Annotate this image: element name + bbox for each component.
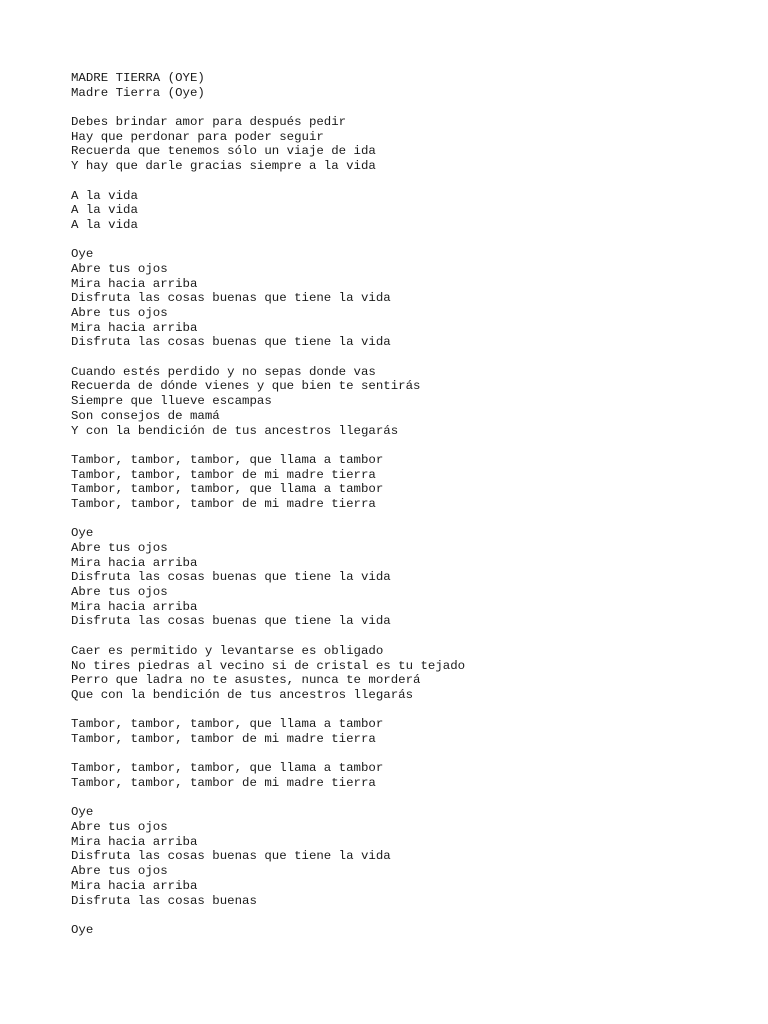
lyric-line: Tambor, tambor, tambor de mi madre tierra xyxy=(71,496,376,511)
stanza-gap xyxy=(71,350,751,365)
stanza xyxy=(71,644,751,703)
lyric-line: Disfruta las cosas buenas que tiene la vida xyxy=(71,849,391,864)
stanza xyxy=(71,115,751,174)
lyric-line: Y con la bendición de tus ancestros llegarás xyxy=(71,423,399,438)
lyric-line: A la vida xyxy=(71,188,138,203)
lyric-line: Son consejos de mamá xyxy=(71,408,220,423)
lyric-line: Tambor, tambor, tambor de mi madre tierra xyxy=(71,467,376,482)
lyric-line: Abre tus ojos xyxy=(71,306,168,320)
lyric-line: Disfruta las cosas buenas que tiene la vida xyxy=(71,335,391,350)
stanza-gap xyxy=(71,512,751,527)
lyric-line: No tires piedras al vecino si de cristal es tu tejado xyxy=(71,658,466,673)
lyric-line: Disfruta las cosas buenas que tiene la vida xyxy=(71,291,391,306)
lyric-line: Mira hacia arriba xyxy=(71,555,198,570)
lyric-line: Oye xyxy=(71,247,94,262)
stanza-gap xyxy=(71,438,751,453)
stanza-gap xyxy=(71,908,751,923)
lyrics-document xyxy=(71,71,751,938)
lyric-line: Disfruta las cosas buenas que tiene la vida xyxy=(71,614,391,629)
lyric-line: Tambor, tambor, tambor, que llama a tambor xyxy=(71,717,384,732)
lyric-line: Recuerda que tenemos sólo un viaje de ida xyxy=(71,144,376,159)
lyric-line: Mira hacia arriba xyxy=(71,320,198,335)
stanza xyxy=(71,365,751,438)
lyric-line: Mira hacia arriba xyxy=(71,599,198,614)
lyric-line: Hay que perdonar para poder seguir xyxy=(71,129,324,144)
lyric-line: Tambor, tambor, tambor, que llama a tambor xyxy=(71,452,384,467)
lyric-line: Tambor, tambor, tambor de mi madre tierra xyxy=(71,776,376,790)
lyric-line: Mira hacia arriba xyxy=(71,878,198,893)
lyric-line: Perro que ladra no te asustes, nunca te morderá xyxy=(71,673,421,688)
song-title-block xyxy=(71,71,751,100)
stanza-gap xyxy=(71,233,751,248)
lyric-line: Abre tus ojos xyxy=(71,820,168,835)
stanza xyxy=(71,526,751,629)
lyric-line: Oye xyxy=(71,922,94,937)
stanza xyxy=(71,189,751,233)
lyric-line: A la vida xyxy=(71,217,138,232)
lyric-line: Caer es permitido y levantarse es obligado xyxy=(71,643,384,658)
lyric-line: Disfruta las cosas buenas que tiene la vida xyxy=(71,570,391,585)
lyric-line: A la vida xyxy=(71,203,138,218)
lyric-line: Mira hacia arriba xyxy=(71,276,198,291)
stanza-gap xyxy=(71,703,751,718)
lyric-line: Tambor, tambor, tambor, que llama a tambor xyxy=(71,761,384,776)
stanza xyxy=(71,761,751,790)
lyric-line: Y hay que darle gracias siempre a la vida xyxy=(71,159,376,174)
lyric-line: Que con la bendición de tus ancestros llegarás xyxy=(71,687,414,702)
stanza-gap xyxy=(71,100,751,115)
lyric-line: Mira hacia arriba xyxy=(71,834,198,849)
stanza xyxy=(71,805,751,908)
lyric-line: Recuerda de dónde vienes y que bien te sentirás xyxy=(71,379,421,394)
stanza xyxy=(71,453,751,512)
stanza xyxy=(71,923,751,938)
stanza xyxy=(71,247,751,350)
lyric-line: Disfruta las cosas buenas xyxy=(71,893,257,908)
song-subtitle: Madre Tierra (Oye) xyxy=(71,85,205,100)
stanza-gap xyxy=(71,174,751,189)
stanza-gap xyxy=(71,629,751,644)
stanza xyxy=(71,717,751,746)
lyric-line: Oye xyxy=(71,526,94,541)
lyric-line: Tambor, tambor, tambor de mi madre tierra xyxy=(71,731,376,746)
lyric-line: Abre tus ojos xyxy=(71,541,168,555)
lyric-line: Cuando estés perdido y no sepas donde vas xyxy=(71,364,376,379)
stanza-gap xyxy=(71,747,751,762)
song-title: MADRE TIERRA (OYE) xyxy=(71,71,205,85)
lyric-line: Oye xyxy=(71,805,94,820)
lyric-line: Tambor, tambor, tambor, que llama a tambor xyxy=(71,482,384,497)
lyric-line: Debes brindar amor para después pedir xyxy=(71,115,347,130)
stanza-gap xyxy=(71,791,751,806)
lyric-line: Abre tus ojos xyxy=(71,261,168,276)
lyric-line: Siempre que llueve escampas xyxy=(71,394,272,409)
lyric-line: Abre tus ojos xyxy=(71,585,168,600)
lyric-line: Abre tus ojos xyxy=(71,864,168,879)
